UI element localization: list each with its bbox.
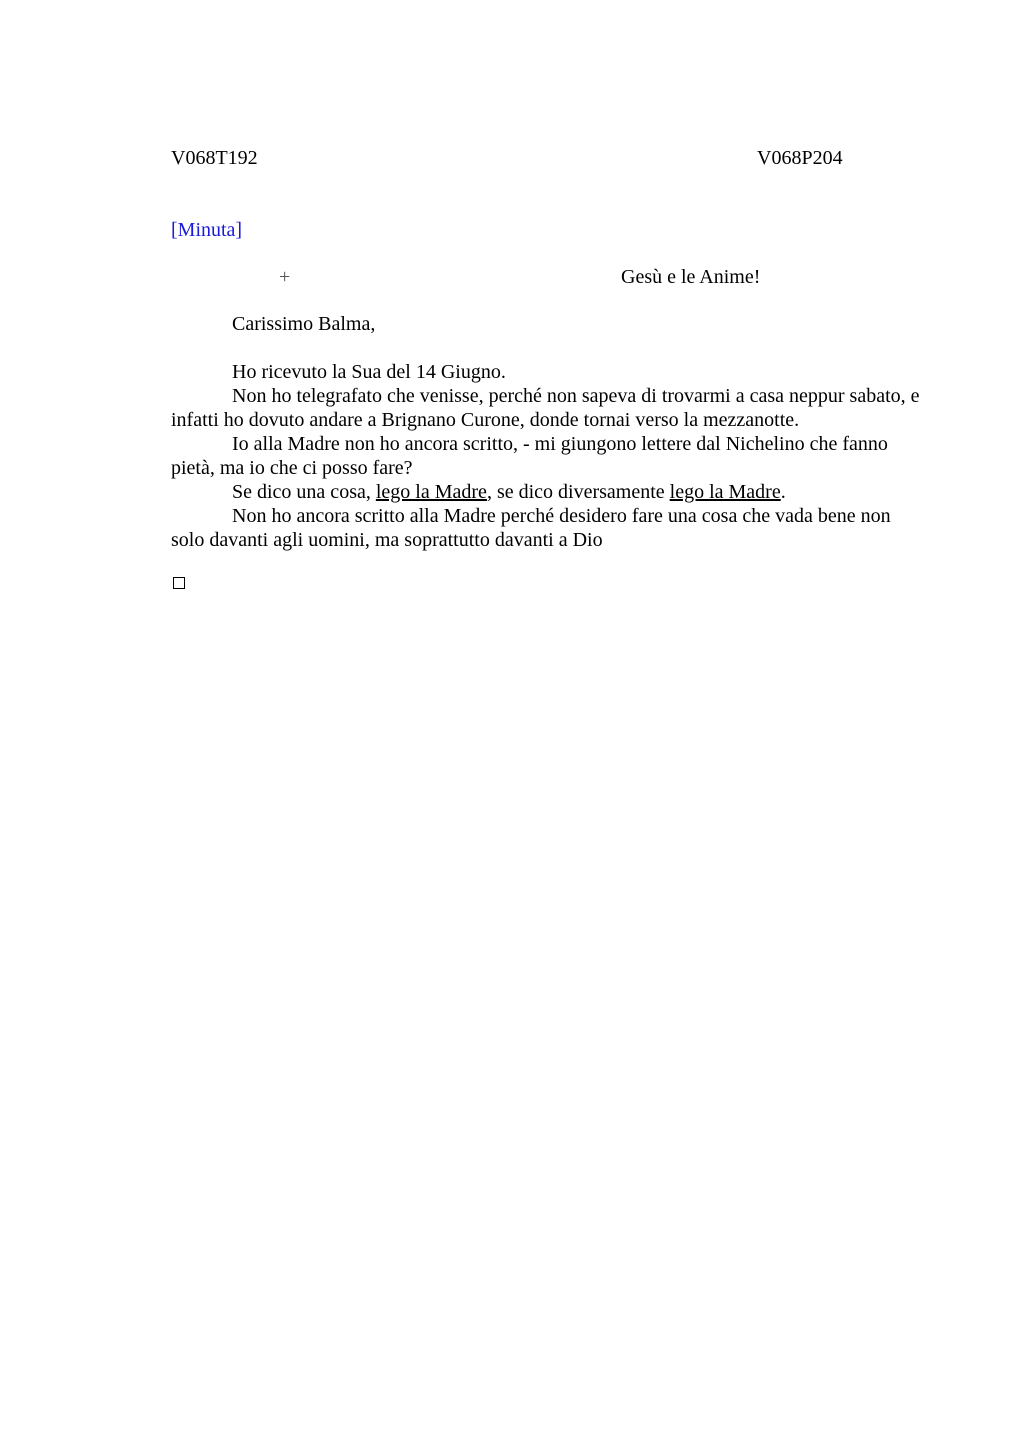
document-code-left: V068T192 [171, 147, 258, 169]
paragraph-4 [171, 480, 921, 504]
paragraph-4-text-3: . [780, 481, 786, 503]
underlined-phrase-2: lego la Madre [669, 481, 781, 503]
paragraph-4-text-1: Se dico una cosa, [232, 481, 376, 503]
salutation: Carissimo Balma, [232, 313, 376, 335]
document-code-right: V068P204 [757, 147, 843, 169]
underlined-phrase-1: lego la Madre [375, 481, 487, 503]
motto: Gesù e le Anime! [621, 266, 761, 288]
paragraph-1: Ho ricevuto la Sua del 14 Giugno. [232, 361, 506, 383]
paragraph-3: Io alla Madre non ho ancora scritto, - mi giungono lettere dal Nichelino che fanno pietà, ma io che ci posso fare? [171, 433, 888, 479]
paragraph-5: Non ho ancora scritto alla Madre perché desidero fare una cosa che vada bene non solo davanti agli uomini, ma soprattutto davanti a Dio [171, 505, 891, 551]
cross-symbol: + [279, 266, 291, 288]
end-mark-square-icon [173, 577, 185, 589]
editorial-note: [Minuta] [171, 219, 243, 241]
paragraph-2: Non ho telegrafato che venisse, perché non sapeva di trovarmi a casa neppur sabato, e infatti ho dovuto andare a Brignano Curone, donde tornai verso la mezzanotte. [171, 385, 920, 431]
letter-body [171, 360, 921, 552]
paragraph-4-text-2: , se dico diversamente [486, 481, 670, 503]
